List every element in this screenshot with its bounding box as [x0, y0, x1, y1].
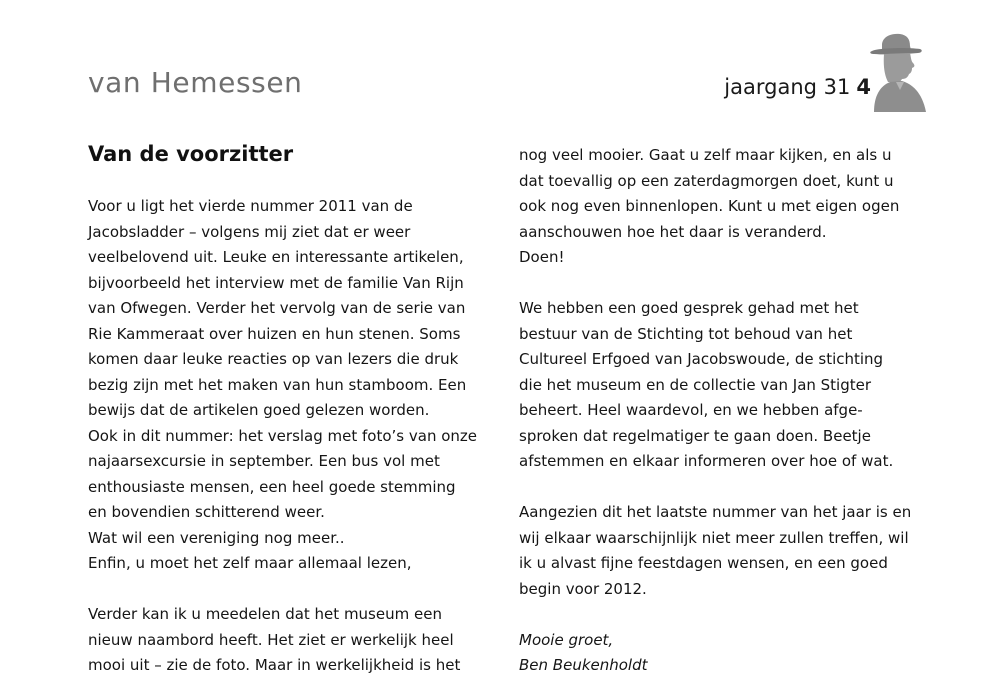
paragraph-line: sproken dat regelmatiger te gaan doen. Beetje — [519, 426, 871, 445]
paragraph-gap — [519, 602, 919, 628]
article-left-column — [88, 194, 483, 679]
paragraph-line: van Ofwegen. Verder het vervolg van de serie van — [88, 299, 466, 317]
paragraph-line: afstemmen en elkaar informeren over hoe of wat. — [519, 452, 894, 470]
paragraph-line: Aangezien dit het laatste nummer van het jaar is en — [519, 503, 912, 521]
paragraph-line: ook nog even binnenlopen. Kunt u met eigen ogen — [519, 197, 900, 215]
paragraph-line: mooi uit – zie de foto. Maar in werkelijkheid is het — [88, 656, 461, 674]
paragraph-line: bezig zijn met het maken van hun stamboom. Een — [88, 375, 467, 394]
site-title: van Hemessen — [88, 66, 303, 99]
paragraph-line: veelbelovend uit. Leuke en interessante artikelen, — [88, 248, 464, 266]
paragraph-line: nog veel mooier. Gaat u zelf maar kijken, en als u — [519, 146, 892, 164]
paragraph-line: die het museum en de collectie van Jan Stigter — [519, 375, 872, 394]
paragraph-line: en bovendien schitterend weer. — [88, 503, 325, 521]
man-with-hat-silhouette-icon — [866, 30, 928, 112]
paragraph-line: Rie Kammeraat over huizen en hun stenen. Soms — [88, 324, 461, 343]
issue-header — [724, 72, 871, 102]
paragraph-line: Jacobsladder – volgens mij ziet dat er weer — [88, 222, 411, 241]
paragraph-line: nieuw naambord heeft. Het ziet er werkelijk heel — [88, 630, 454, 649]
signature: Ben Beukenholdt — [519, 656, 648, 674]
paragraph-gap — [519, 475, 919, 501]
paragraph-line: aanschouwen hoe het daar is veranderd. — [519, 222, 827, 241]
paragraph-line: najaarsexcursie in september. Een bus vol met — [88, 452, 440, 470]
paragraph-line: Enfin, u moet het zelf maar allemaal lezen, — [88, 554, 412, 572]
paragraph-line: Doen! — [519, 248, 565, 266]
paragraph-line: Wat wil een vereniging nog meer.. — [88, 528, 345, 547]
paragraph-line: begin voor 2012. — [519, 579, 647, 598]
issue-label: jaargang 31 — [724, 75, 851, 99]
paragraph-line: ik u alvast fijne feestdagen wensen, en een goed — [519, 554, 888, 572]
closing-greeting: Mooie groet, — [519, 630, 614, 649]
paragraph-line: Cultureel Erfgoed van Jacobswoude, de stichting — [519, 350, 884, 368]
page-number: 4 — [856, 75, 871, 99]
paragraph-line: Verder kan ik u meedelen dat het museum een — [88, 605, 442, 623]
paragraph-line: wij elkaar waarschijnlijk niet meer zullen treffen, wil — [519, 528, 909, 547]
paragraph-line: We hebben een goed gesprek gehad met het — [519, 299, 859, 317]
paragraph-line: bestuur van de Stichting tot behoud van het — [519, 324, 853, 343]
paragraph-line: dat toevallig op een zaterdagmorgen doet, kunt u — [519, 171, 894, 190]
paragraph-line: komen daar leuke reacties op van lezers die druk — [88, 350, 459, 368]
paragraph-gap — [88, 577, 483, 603]
paragraph-line: Ook in dit nummer: het verslag met foto’s van onze — [88, 426, 478, 445]
paragraph-line: beheert. Heel waardevol, en we hebben afge- — [519, 401, 863, 419]
article-heading: Van de voorzitter — [88, 142, 294, 166]
paragraph-line: bijvoorbeeld het interview met de familie Van Rijn — [88, 273, 464, 292]
paragraph-line: enthousiaste mensen, een heel goede stemming — [88, 477, 456, 496]
paragraph-line: bewijs dat de artikelen goed gelezen worden. — [88, 401, 430, 419]
paragraph-line: Voor u ligt het vierde nummer 2011 van de — [88, 197, 413, 215]
paragraph-gap — [519, 271, 919, 297]
article-right-column — [519, 143, 919, 679]
